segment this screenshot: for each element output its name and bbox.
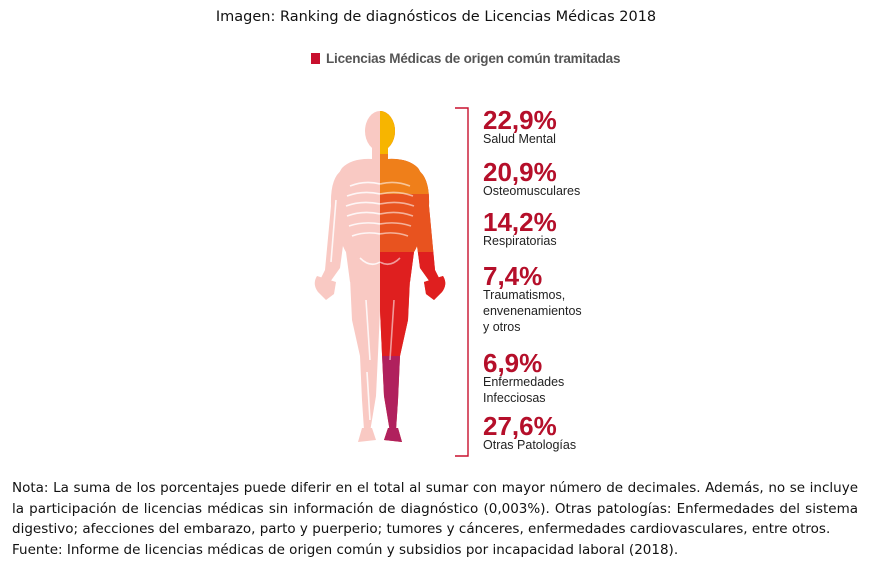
value-label: 7,4%	[483, 261, 543, 291]
note-text: Nota: La suma de los porcentajes puede diferir en el total al sumar con mayor número de decimales. Además, no se incluye la participación de licencias médicas sin información de diagnóstico (0,003%). Otras patologías: Enfermedades del sistema digestivo; afecciones del embarazo, parto y puerperio; tumores y cánceres, enfermedades cardiovasculares, entre otros.	[12, 480, 858, 537]
note-block	[12, 478, 858, 560]
category-label: Enfermedades	[483, 375, 565, 389]
category-label: Osteomusculares	[483, 184, 581, 198]
category-label: Traumatismos,	[483, 288, 566, 302]
region-osteomusculares	[380, 154, 460, 194]
value-label: 22,9%	[483, 105, 557, 135]
source-text: Fuente: Informe de licencias médicas de origen común y subsidios por incapacidad laboral (2018).	[12, 541, 679, 558]
value-label: 20,9%	[483, 157, 557, 187]
category-label: Otras Patologías	[483, 438, 577, 452]
category-label: Respiratorias	[483, 234, 557, 248]
region-salud-mental	[380, 100, 460, 154]
category-label: Salud Mental	[483, 132, 556, 146]
figure-caption: Imagen: Ranking de diagnósticos de Licencias Médicas 2018	[215, 9, 657, 25]
category-label: Infecciosas	[483, 391, 546, 405]
legend-label: Licencias Médicas de origen común tramitadas	[326, 50, 621, 66]
category-label: envenenamientos	[483, 304, 582, 318]
value-label: 6,9%	[483, 348, 543, 378]
category-label: y otros	[483, 320, 521, 334]
region-infecciosas	[380, 356, 460, 446]
value-label: 14,2%	[483, 207, 557, 237]
body-right-half	[315, 100, 460, 446]
category-labels	[483, 105, 582, 452]
value-label: 27,6%	[483, 411, 557, 441]
